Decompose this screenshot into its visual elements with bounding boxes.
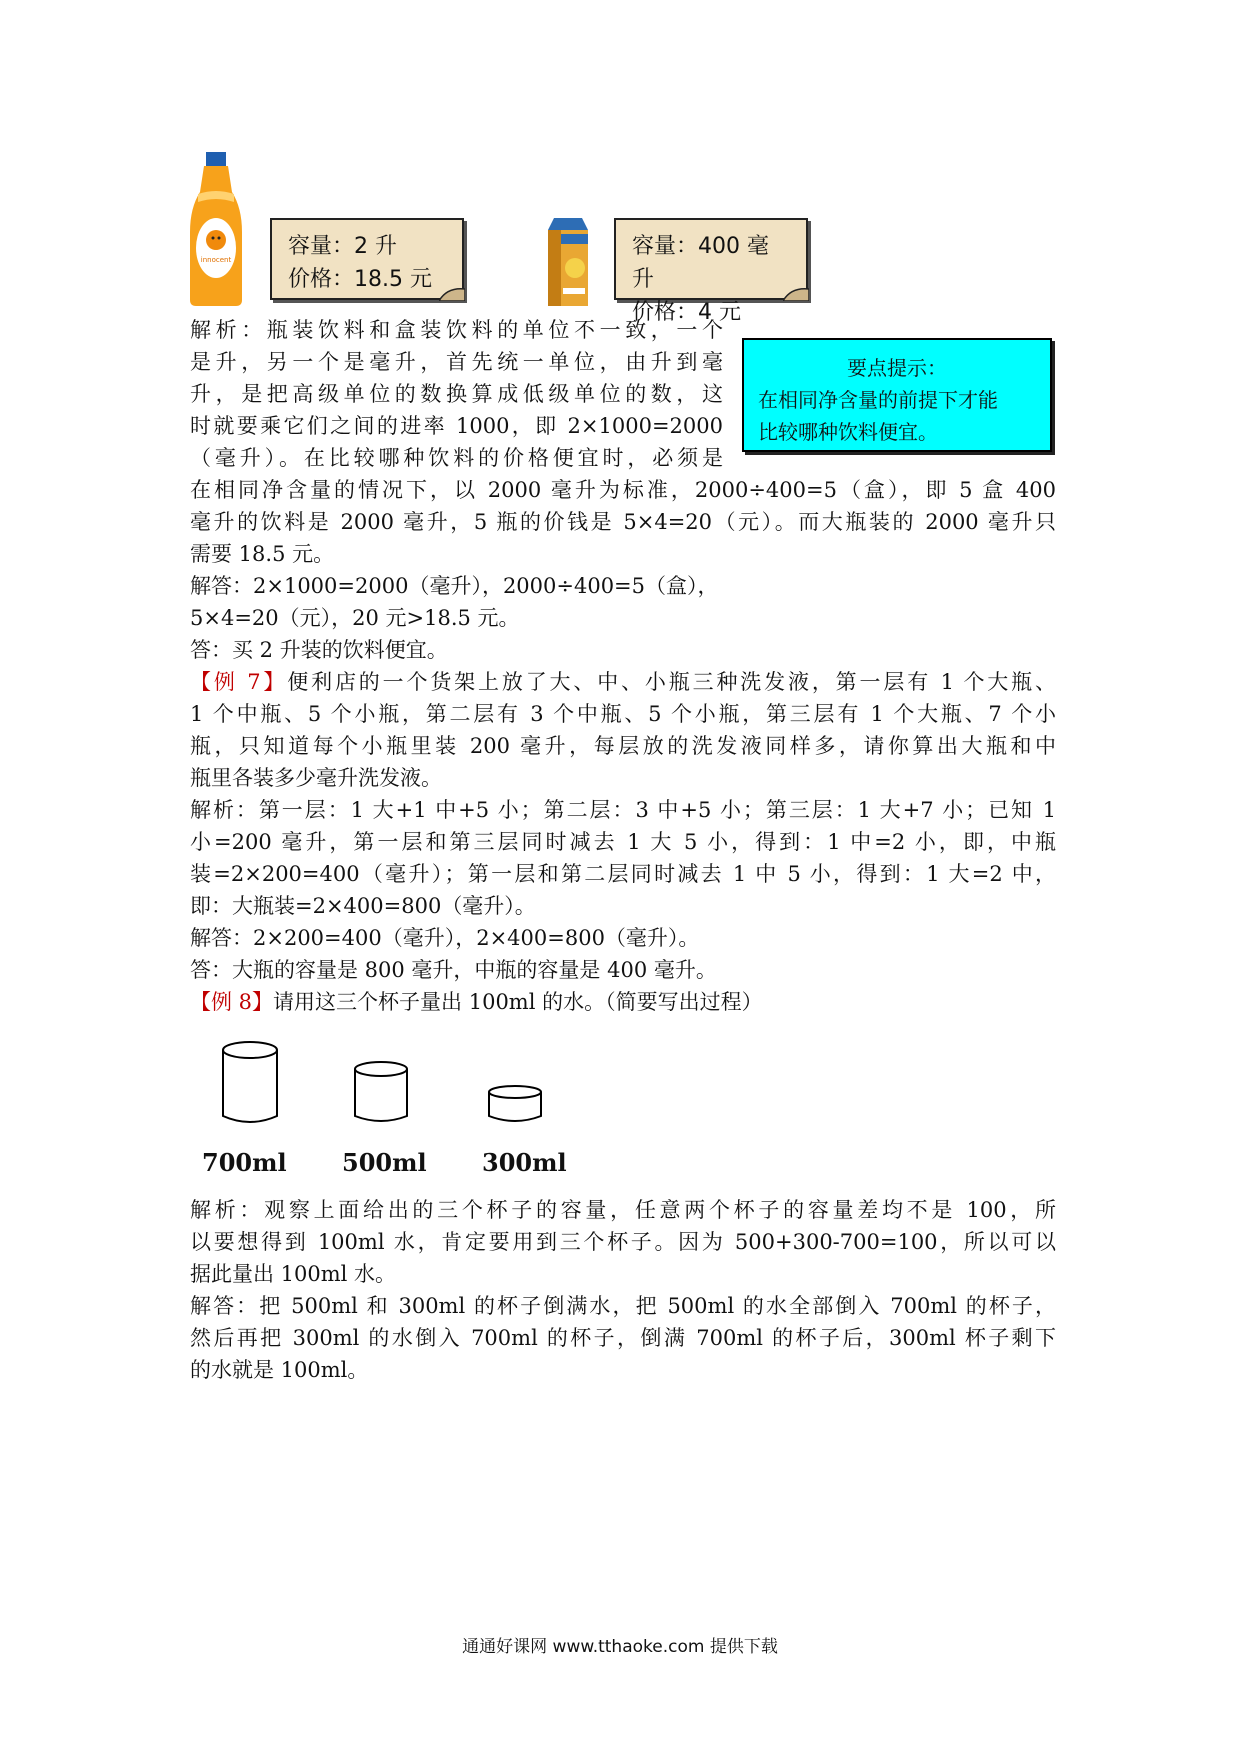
ex7-tag: 【例 7】 bbox=[190, 670, 288, 694]
ex8-question-text: 请用这三个杯子量出 100ml 的水。（简要写出过程） bbox=[273, 990, 763, 1014]
ex7-solution: 解答：2×200=400（毫升），2×400=800（毫升）。 bbox=[190, 926, 700, 950]
ex7-question-line: 瓶里各装多少毫升洗发液。 bbox=[190, 766, 442, 790]
ex6-analysis-line: 时就要乘它们之间的进率 1000，即 2×1000=2000 bbox=[190, 414, 723, 438]
svg-text:innocent: innocent bbox=[200, 256, 232, 264]
ex8-solution-line: 的水就是 100ml。 bbox=[190, 1358, 369, 1382]
carton-price: 价格：4 元 bbox=[632, 300, 741, 325]
ex7-analysis-line: 即：大瓶装=2×400=800（毫升）。 bbox=[190, 894, 536, 918]
ex8-question-line bbox=[190, 988, 763, 1016]
ex7-analysis-line: 装=2×200=400（毫升）；第一层和第二层同时减去 1 中 5 小，得到：1 大=2 中， bbox=[190, 862, 1056, 886]
carton-info-scroll bbox=[614, 218, 808, 325]
tip-line: 在相同净含量的前提下才能 bbox=[758, 388, 998, 412]
scroll-fold-icon bbox=[439, 287, 465, 301]
ex8-analysis-line: 解析：观察上面给出的三个杯子的容量，任意两个杯子的容量差均不是 100，所 bbox=[190, 1198, 1056, 1222]
ex7-question-line: 瓶，只知道每个小瓶里装 200 毫升，每层放的洗发液同样多，请你算出大瓶和中 bbox=[190, 734, 1056, 758]
page-footer: 通通好课网 www.tthaoke.com 提供下载 bbox=[462, 1637, 778, 1657]
bottle-capacity: 容量：2 升 bbox=[288, 234, 397, 259]
ex6-solution-line: 解答：2×1000=2000（毫升），2000÷400=5（盒）， bbox=[190, 574, 719, 598]
tip-title: 要点提示： bbox=[847, 356, 947, 380]
cups-figure bbox=[200, 1040, 580, 1180]
ex7-analysis-line: 小=200 毫升，第一层和第三层同时减去 1 大 5 小，得到：1 中=2 小，即，中瓶 bbox=[190, 830, 1056, 854]
tip-line: 比较哪种饮料便宜。 bbox=[758, 420, 938, 444]
key-point-tip-box bbox=[742, 338, 1052, 452]
ex6-answer: 答：买 2 升装的饮料便宜。 bbox=[190, 638, 448, 662]
bottle-price: 价格：18.5 元 bbox=[288, 267, 432, 292]
cup-label: 300ml bbox=[482, 1148, 567, 1177]
ex7-question-line bbox=[190, 668, 1056, 696]
ex8-solution-line: 然后再把 300ml 的水倒入 700ml 的杯子，倒满 700ml 的杯子后，300ml 杯子剩下 bbox=[190, 1326, 1056, 1350]
cup-label: 700ml bbox=[202, 1148, 287, 1177]
juice-bottle-image bbox=[188, 152, 244, 306]
ex8-analysis-line: 以要想得到 100ml 水，肯定要用到三个杯子。因为 500+300-700=100，所以可以 bbox=[190, 1230, 1056, 1254]
ex6-analysis-line: 在相同净含量的情况下，以 2000 毫升为标准，2000÷400=5（盒），即 5 盒 400 bbox=[190, 478, 1056, 502]
ex8-solution-line: 解答：把 500ml 和 300ml 的杯子倒满水，把 500ml 的水全部倒入 700ml 的杯子， bbox=[190, 1294, 1056, 1318]
ex6-analysis-line: 需要 18.5 元。 bbox=[190, 542, 335, 566]
ex7-question-text: 便利店的一个货架上放了大、中、小瓶三种洗发液，第一层有 1 个大瓶、 bbox=[287, 670, 1056, 694]
cup-700-icon bbox=[220, 1040, 280, 1126]
ex7-question-line: 1 个中瓶、5 个小瓶，第二层有 3 个中瓶、5 个小瓶，第三层有 1 个大瓶、7 个小 bbox=[190, 702, 1056, 726]
cup-label: 500ml bbox=[342, 1148, 427, 1177]
bottle-info-scroll bbox=[270, 218, 464, 300]
ex6-analysis-line: 毫升的饮料是 2000 毫升，5 瓶的价钱是 5×4=20（元）。而大瓶装的 2000 毫升只 bbox=[190, 510, 1056, 534]
ex6-analysis-line: 解析：瓶装饮料和盒装饮料的单位不一致，一个 bbox=[190, 318, 723, 342]
ex8-tag: 【例 8】 bbox=[190, 990, 274, 1014]
ex6-solution-line: 5×4=20（元），20 元>18.5 元。 bbox=[190, 606, 520, 630]
ex6-analysis-line: 是升，另一个是毫升，首先统一单位，由升到毫 bbox=[190, 350, 723, 374]
juice-carton-image bbox=[548, 218, 588, 306]
ex6-analysis-line: （毫升）。在比较哪种饮料的价格便宜时，必须是 bbox=[190, 446, 723, 470]
cup-500-icon bbox=[352, 1060, 410, 1126]
cup-300-icon bbox=[486, 1084, 544, 1126]
ex6-analysis-line: 升，是把高级单位的数换算成低级单位的数，这 bbox=[190, 382, 723, 406]
scroll-fold-icon bbox=[783, 287, 809, 301]
ex7-answer: 答：大瓶的容量是 800 毫升，中瓶的容量是 400 毫升。 bbox=[190, 958, 717, 982]
ex7-analysis-line: 解析：第一层：1 大+1 中+5 小；第二层：3 中+5 小；第三层：1 大+7 小；已知 1 bbox=[190, 798, 1056, 822]
ex8-analysis-line: 据此量出 100ml 水。 bbox=[190, 1262, 397, 1286]
carton-capacity: 容量：400 毫升 bbox=[632, 234, 769, 292]
